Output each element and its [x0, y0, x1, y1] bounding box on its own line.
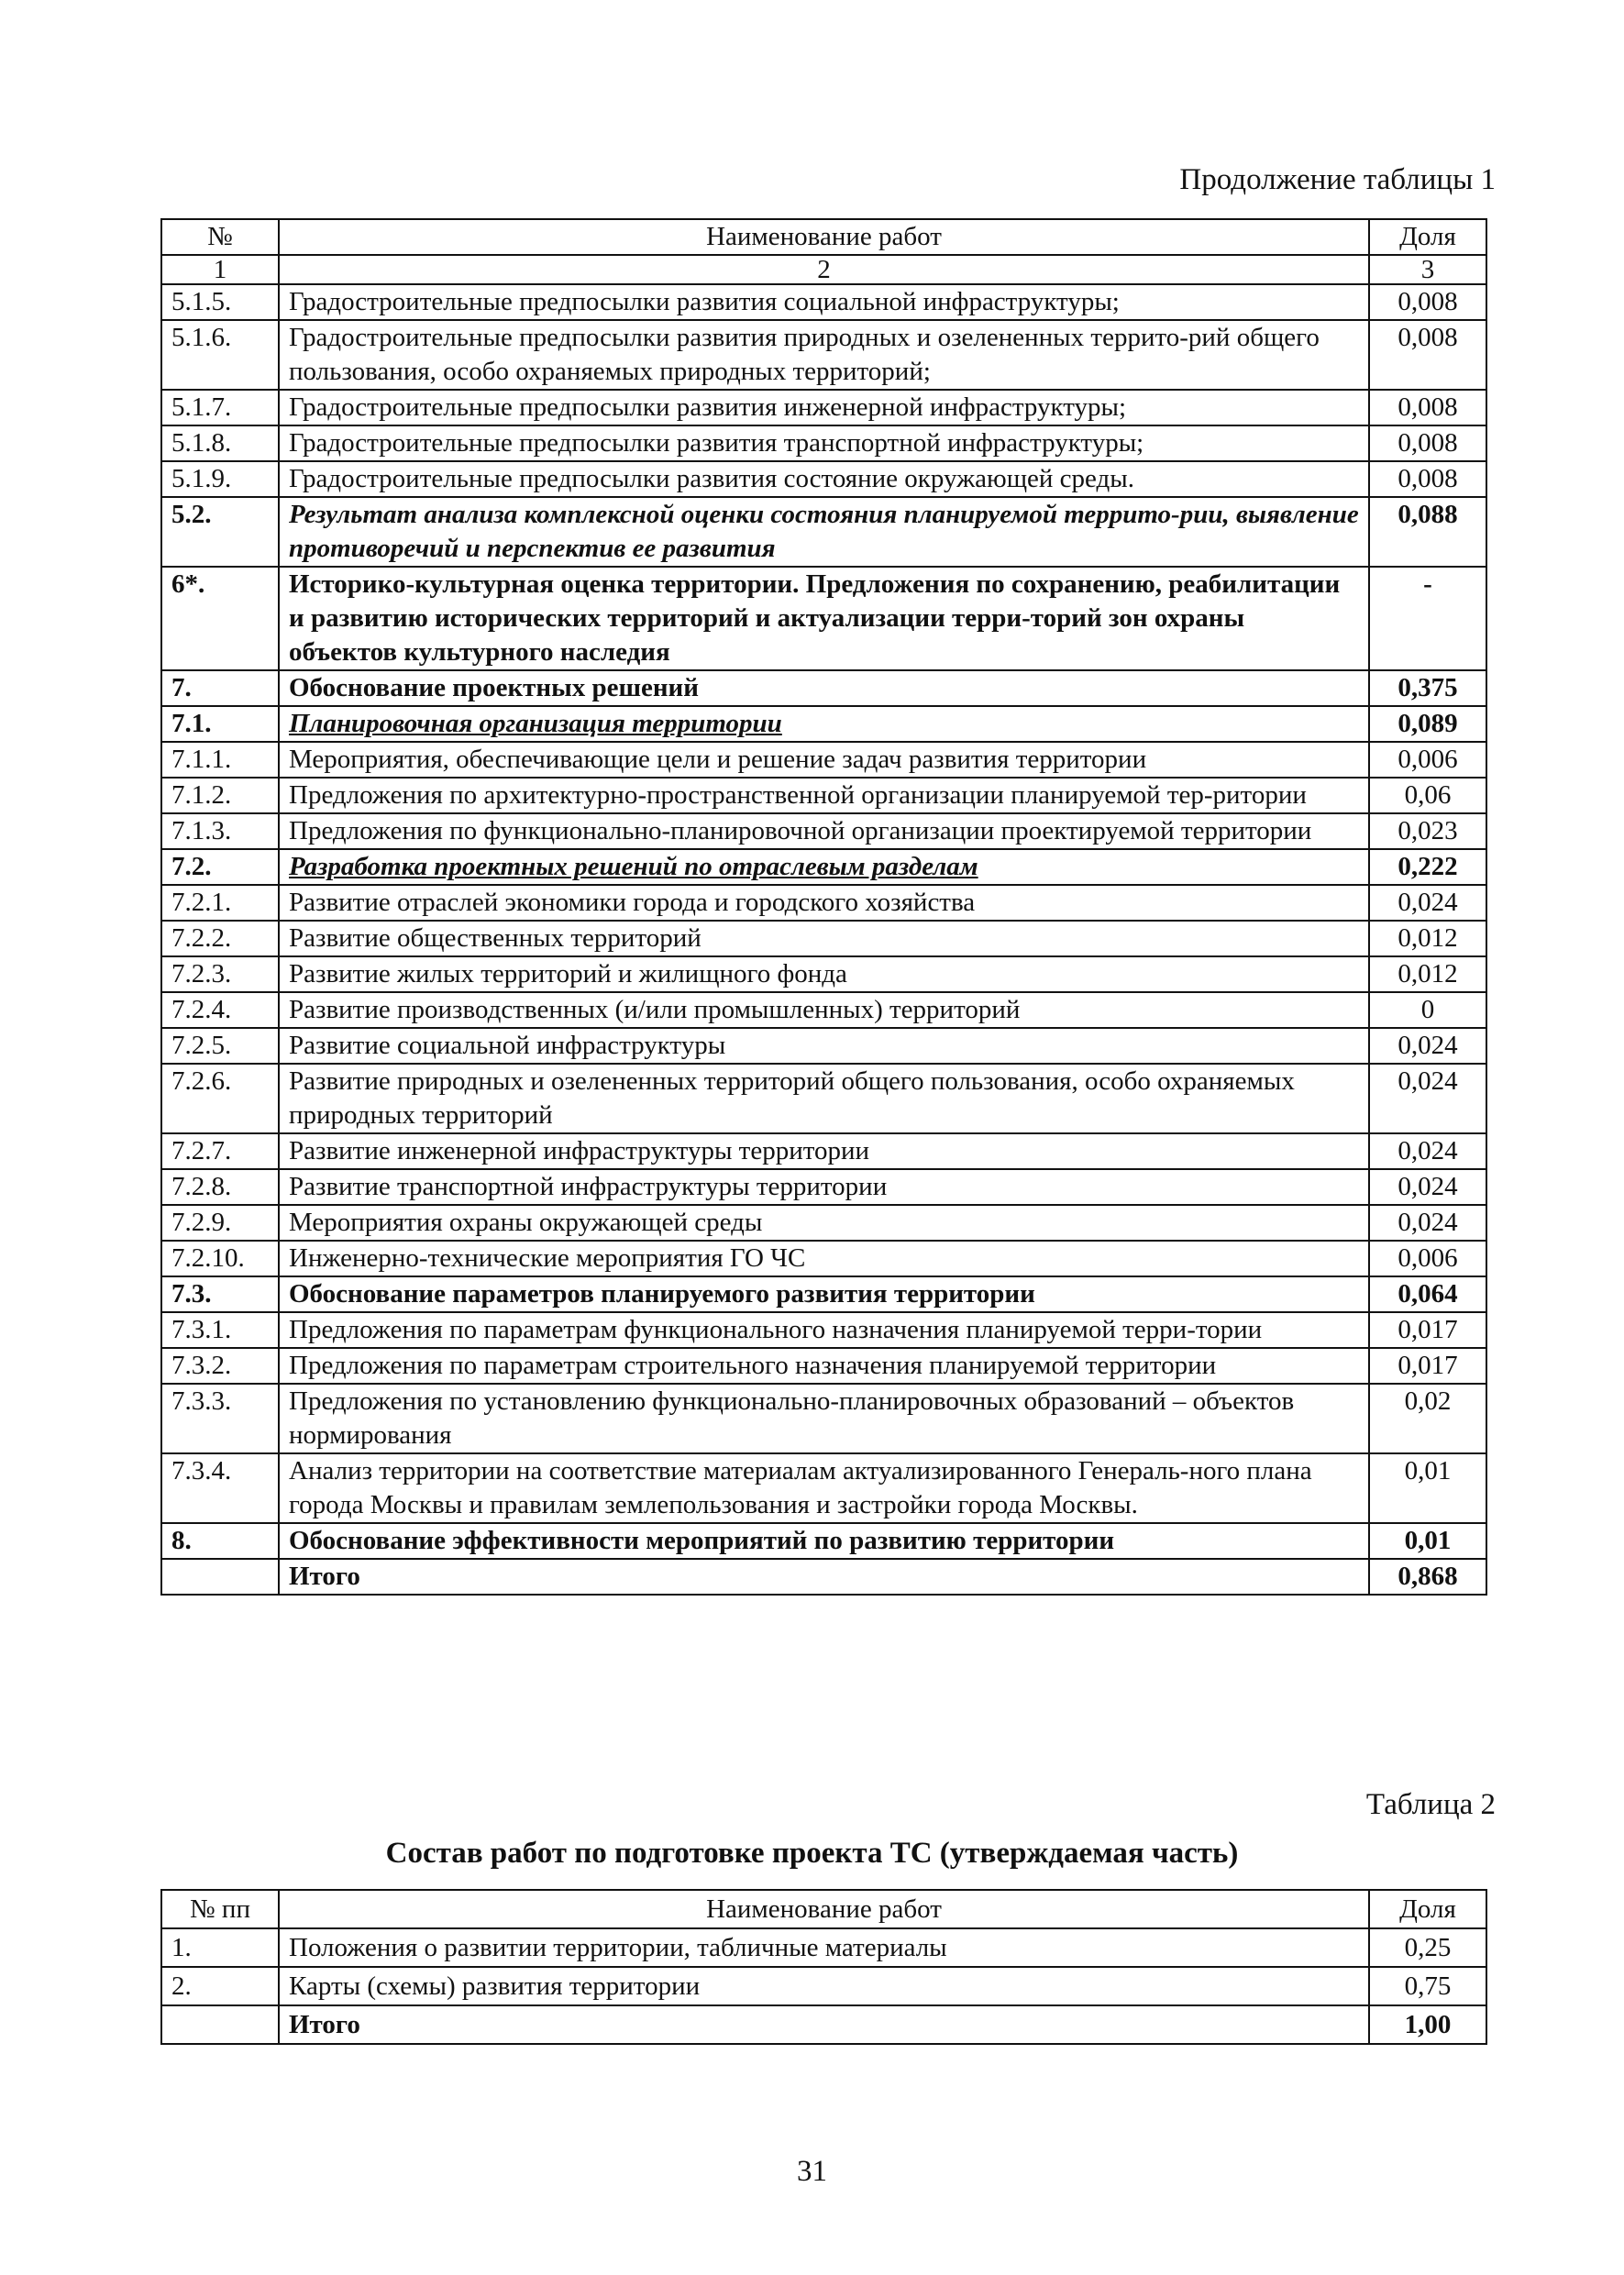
row-share	[1369, 956, 1486, 992]
row-share-text: 0,375	[1398, 673, 1458, 702]
row-share-text: 0,012	[1398, 959, 1458, 988]
row-number	[161, 706, 279, 742]
row-number	[161, 1064, 279, 1133]
row-name	[279, 1064, 1369, 1133]
row-number	[161, 320, 279, 390]
table-row	[161, 1348, 1486, 1384]
row-share-text: 0,75	[1404, 1971, 1452, 2001]
row-number	[161, 497, 279, 567]
table-row	[161, 1133, 1486, 1169]
table-row	[161, 813, 1486, 849]
row-number	[161, 567, 279, 670]
row-name	[279, 813, 1369, 849]
row-number-text: 7.2.3.	[171, 959, 232, 988]
row-number-text: 8.	[171, 1526, 192, 1555]
table-row	[161, 1967, 1486, 2005]
row-name-text: Предложения по установлению функционально-планировочных образований – объектов нормирования	[289, 1386, 1295, 1450]
row-share	[1369, 497, 1486, 567]
row-share-text: 0,06	[1404, 780, 1452, 810]
row-share	[1369, 1453, 1486, 1523]
row-share-text: 0,012	[1398, 923, 1458, 953]
row-share	[1369, 1348, 1486, 1384]
header-share: Доля	[1369, 1890, 1486, 1928]
row-number	[161, 1276, 279, 1312]
row-name-text: Развитие транспортной инфраструктуры территории	[289, 1172, 888, 1201]
row-share-text: 0,089	[1398, 709, 1458, 738]
row-name	[279, 1384, 1369, 1453]
row-share	[1369, 706, 1486, 742]
table-row	[161, 1241, 1486, 1276]
row-share-text: 0,008	[1398, 287, 1458, 316]
row-share	[1369, 1559, 1486, 1595]
row-number	[161, 1169, 279, 1205]
table-row	[161, 1523, 1486, 1559]
row-name-text: Обоснование проектных решений	[289, 673, 699, 702]
row-name-text: Развитие производственных (и/или промышленных) территорий	[289, 995, 1021, 1024]
row-number-text: 7.2.9.	[171, 1208, 232, 1237]
row-share-text: 0,017	[1398, 1351, 1458, 1380]
table-row	[161, 1559, 1486, 1595]
row-share-text: 0,006	[1398, 745, 1458, 774]
row-name-text: Развитие инженерной инфраструктуры территории	[289, 1136, 870, 1165]
row-name	[279, 2005, 1369, 2044]
row-name	[279, 497, 1369, 567]
row-share-text: 0,008	[1398, 428, 1458, 458]
row-name-text: Развитие социальной инфраструктуры	[289, 1031, 726, 1060]
table-row	[161, 885, 1486, 921]
table-row	[161, 956, 1486, 992]
row-share-text: 0,023	[1398, 816, 1458, 845]
row-share	[1369, 921, 1486, 956]
row-name-text: Анализ территории на соответствие материалам актуализированного Генераль-ного плана города Москвы и правилам землепользования и застройки города Москвы.	[289, 1456, 1312, 1519]
row-number-text: 7.3.2.	[171, 1351, 232, 1380]
table-row	[161, 461, 1486, 497]
row-number-text: 1.	[171, 1933, 192, 1962]
table-row	[161, 1384, 1486, 1453]
column-number-row	[161, 255, 1486, 284]
table-row	[161, 849, 1486, 885]
row-number-text: 5.2.	[171, 500, 212, 529]
row-name	[279, 778, 1369, 813]
col-number-3: 3	[1369, 255, 1486, 284]
row-number-text: 7.2.6.	[171, 1066, 232, 1096]
row-name-text: Развитие жилых территорий и жилищного фонда	[289, 959, 847, 988]
row-number-text: 7.1.2.	[171, 780, 232, 810]
row-share	[1369, 320, 1486, 390]
row-number	[161, 425, 279, 461]
row-name	[279, 956, 1369, 992]
row-share-text: 0,008	[1398, 392, 1458, 422]
row-name	[279, 1133, 1369, 1169]
row-share	[1369, 1384, 1486, 1453]
table-2-label: Таблица 2	[1365, 1788, 1496, 1821]
row-name-text: Предложения по архитектурно-пространственной организации планируемой тер-ритории	[289, 780, 1307, 810]
row-name	[279, 1559, 1369, 1595]
row-number	[161, 1133, 279, 1169]
row-name-text: Развитие общественных территорий	[289, 923, 702, 953]
row-number	[161, 921, 279, 956]
row-name	[279, 284, 1369, 320]
row-number	[161, 670, 279, 706]
row-share-text: 0,006	[1398, 1243, 1458, 1273]
row-number-text: 7.2.7.	[171, 1136, 232, 1165]
row-number	[161, 992, 279, 1028]
row-share-text: 0,088	[1398, 500, 1458, 529]
row-name-text: Инженерно-технические мероприятия ГО ЧС	[289, 1243, 806, 1273]
row-name-text: Градостроительные предпосылки развития природных и озелененных террито-рий общего пользования, особо охраняемых природных территорий;	[289, 323, 1320, 386]
works-table-1	[160, 218, 1487, 1596]
row-number	[161, 956, 279, 992]
row-name-text: Градостроительные предпосылки развития транспортной инфраструктуры;	[289, 428, 1144, 458]
table-row	[161, 497, 1486, 567]
row-number	[161, 813, 279, 849]
row-name-text: Обоснование параметров планируемого развития территории	[289, 1279, 1035, 1309]
row-share-text: 0,25	[1404, 1933, 1452, 1962]
row-name	[279, 1453, 1369, 1523]
table-row	[161, 425, 1486, 461]
row-number	[161, 1241, 279, 1276]
header-name: Наименование работ	[279, 1890, 1369, 1928]
row-share-text: 0,008	[1398, 464, 1458, 493]
row-share	[1369, 849, 1486, 885]
row-share-text: 0,01	[1404, 1456, 1452, 1485]
row-number-text: 7.2.2.	[171, 923, 232, 953]
header-share: Доля	[1369, 219, 1486, 255]
row-number-text: 7.1.	[171, 709, 212, 738]
row-number	[161, 849, 279, 885]
row-name	[279, 567, 1369, 670]
row-number	[161, 284, 279, 320]
table-row	[161, 1028, 1486, 1064]
table-row	[161, 390, 1486, 425]
header-num: № пп	[161, 1890, 279, 1928]
row-number-text: 7.1.1.	[171, 745, 232, 774]
row-number	[161, 1348, 279, 1384]
row-number-text: 2.	[171, 1971, 192, 2001]
table-header-row	[161, 1890, 1486, 1928]
row-number-text: 5.1.7.	[171, 392, 232, 422]
row-number-text: 7.3.1.	[171, 1315, 232, 1344]
header-name: Наименование работ	[279, 219, 1369, 255]
row-share	[1369, 813, 1486, 849]
row-share-text: 1,00	[1404, 2010, 1452, 2039]
row-name-text: Градостроительные предпосылки развития инженерной инфраструктуры;	[289, 392, 1127, 422]
row-share-text: 0,868	[1398, 1562, 1458, 1591]
row-number-text: 7.2.	[171, 852, 212, 881]
table-row	[161, 670, 1486, 706]
table-row	[161, 1169, 1486, 1205]
row-name	[279, 992, 1369, 1028]
row-name-text: Положения о развитии территории, табличные материалы	[289, 1933, 947, 1962]
row-name	[279, 1169, 1369, 1205]
row-number-text: 5.1.8.	[171, 428, 232, 458]
row-share	[1369, 425, 1486, 461]
row-share	[1369, 284, 1486, 320]
row-name	[279, 425, 1369, 461]
row-name-text: Предложения по параметрам строительного назначения планируемой территории	[289, 1351, 1217, 1380]
table-row	[161, 992, 1486, 1028]
row-share	[1369, 1064, 1486, 1133]
table-row	[161, 284, 1486, 320]
table-row	[161, 921, 1486, 956]
row-name	[279, 461, 1369, 497]
row-number-text: 7.2.8.	[171, 1172, 232, 1201]
works-table-2	[160, 1889, 1487, 2045]
row-number-text: 7.3.3.	[171, 1386, 232, 1416]
row-name	[279, 670, 1369, 706]
row-share-text: 0,024	[1398, 1066, 1458, 1096]
table-row	[161, 1205, 1486, 1241]
col-number-2: 2	[279, 255, 1369, 284]
row-name-text: Предложения по функционально-планировочной организации проектируемой территории	[289, 816, 1312, 845]
row-name	[279, 921, 1369, 956]
row-share	[1369, 1241, 1486, 1276]
row-number-text: 7.2.5.	[171, 1031, 232, 1060]
row-number	[161, 885, 279, 921]
row-number-text: 7.2.10.	[171, 1243, 245, 1273]
row-number	[161, 1205, 279, 1241]
table-row	[161, 1928, 1486, 1967]
row-name-text: Планировочная организация территории	[289, 709, 782, 738]
row-share-text: 0,02	[1404, 1386, 1452, 1416]
continuation-label: Продолжение таблицы 1	[1179, 163, 1496, 196]
row-name-text: Историко-культурная оценка территории. Предложения по сохранению, реабилитации и развитию исторических территорий и актуализации терри-торий зон охраны объектов культурного наследия	[289, 569, 1341, 667]
row-name	[279, 1312, 1369, 1348]
row-share-text: 0,024	[1398, 1208, 1458, 1237]
table-2-title: Состав работ по подготовке проекта ТС (утверждаемая часть)	[385, 1837, 1239, 1870]
row-share-text: 0,01	[1404, 1526, 1452, 1555]
row-name-text: Развитие отраслей экономики города и городского хозяйства	[289, 888, 976, 917]
row-name	[279, 885, 1369, 921]
row-share	[1369, 670, 1486, 706]
row-share	[1369, 742, 1486, 778]
header-num: №	[161, 219, 279, 255]
row-number	[161, 1384, 279, 1453]
row-number	[161, 1523, 279, 1559]
row-number	[161, 1967, 279, 2005]
row-share	[1369, 1928, 1486, 1967]
row-name	[279, 1523, 1369, 1559]
row-name-text: Градостроительные предпосылки развития состояние окружающей среды.	[289, 464, 1135, 493]
row-name	[279, 706, 1369, 742]
row-name	[279, 1967, 1369, 2005]
row-share	[1369, 1169, 1486, 1205]
row-name-text: Мероприятия, обеспечивающие цели и решение задач развития территории	[289, 745, 1147, 774]
row-name-text: Обоснование эффективности мероприятий по развитию территории	[289, 1526, 1115, 1555]
row-share	[1369, 885, 1486, 921]
row-share-text: 0,008	[1398, 323, 1458, 352]
row-share	[1369, 1967, 1486, 2005]
row-number	[161, 1928, 279, 1967]
table-row	[161, 2005, 1486, 2044]
row-name-text: Разработка проектных решений по отраслевым разделам	[289, 852, 978, 881]
row-number	[161, 1559, 279, 1595]
row-share-text: 0,024	[1398, 888, 1458, 917]
row-name	[279, 1241, 1369, 1276]
row-name	[279, 1928, 1369, 1967]
row-share-text: 0,222	[1398, 852, 1458, 881]
row-number-text: 5.1.5.	[171, 287, 232, 316]
table-row	[161, 1312, 1486, 1348]
table-row	[161, 1276, 1486, 1312]
row-number	[161, 1453, 279, 1523]
row-share	[1369, 778, 1486, 813]
row-share-text: 0,017	[1398, 1315, 1458, 1344]
table-row	[161, 778, 1486, 813]
col-number-1: 1	[161, 255, 279, 284]
table-row	[161, 706, 1486, 742]
table-row	[161, 742, 1486, 778]
table-row	[161, 567, 1486, 670]
row-share-text: -	[1423, 569, 1432, 599]
row-number	[161, 742, 279, 778]
row-share	[1369, 461, 1486, 497]
row-share-text: 0,024	[1398, 1136, 1458, 1165]
row-number-text: 7.2.4.	[171, 995, 232, 1024]
row-share-text: 0,024	[1398, 1031, 1458, 1060]
row-name-text: Итого	[289, 1562, 360, 1591]
row-name	[279, 1205, 1369, 1241]
table-row	[161, 1453, 1486, 1523]
row-number	[161, 390, 279, 425]
row-number	[161, 1028, 279, 1064]
row-share	[1369, 2005, 1486, 2044]
row-number-text: 7.3.	[171, 1279, 212, 1309]
row-number	[161, 1312, 279, 1348]
row-name-text: Предложения по параметрам функционального назначения планируемой терри-тории	[289, 1315, 1263, 1344]
row-name	[279, 1348, 1369, 1384]
row-number-text: 7.3.4.	[171, 1456, 232, 1485]
row-share	[1369, 1133, 1486, 1169]
row-name	[279, 390, 1369, 425]
row-share	[1369, 1312, 1486, 1348]
row-share-text: 0	[1420, 995, 1435, 1024]
row-name	[279, 1028, 1369, 1064]
row-share	[1369, 567, 1486, 670]
row-name	[279, 1276, 1369, 1312]
row-name-text: Результат анализа комплексной оценки состояния планируемой террито-рии, выявление противоречий и перспектив ее развития	[289, 500, 1359, 563]
row-name	[279, 849, 1369, 885]
row-share	[1369, 390, 1486, 425]
table-row	[161, 1064, 1486, 1133]
row-number	[161, 2005, 279, 2044]
table-row	[161, 320, 1486, 390]
row-share-text: 0,024	[1398, 1172, 1458, 1201]
row-share	[1369, 1276, 1486, 1312]
row-number-text: 5.1.9.	[171, 464, 232, 493]
row-share	[1369, 1523, 1486, 1559]
row-name-text: Градостроительные предпосылки развития социальной инфраструктуры;	[289, 287, 1120, 316]
row-share	[1369, 992, 1486, 1028]
row-name-text: Мероприятия охраны окружающей среды	[289, 1208, 763, 1237]
row-number-text: 7.2.1.	[171, 888, 232, 917]
row-number-text: 7.1.3.	[171, 816, 232, 845]
row-name-text: Карты (схемы) развития территории	[289, 1971, 701, 2001]
row-share	[1369, 1205, 1486, 1241]
row-number-text: 7.	[171, 673, 192, 702]
table-header-row	[161, 219, 1486, 255]
row-name-text: Итого	[289, 2010, 360, 2039]
row-share	[1369, 1028, 1486, 1064]
row-number-text: 6*.	[171, 569, 205, 599]
row-number	[161, 778, 279, 813]
row-name	[279, 742, 1369, 778]
row-name	[279, 320, 1369, 390]
row-name-text: Развитие природных и озелененных территорий общего пользования, особо охраняемых природных территорий	[289, 1066, 1295, 1130]
row-number-text: 5.1.6.	[171, 323, 232, 352]
row-share-text: 0,064	[1398, 1279, 1458, 1309]
page-number: 31	[797, 2155, 827, 2188]
row-number	[161, 461, 279, 497]
